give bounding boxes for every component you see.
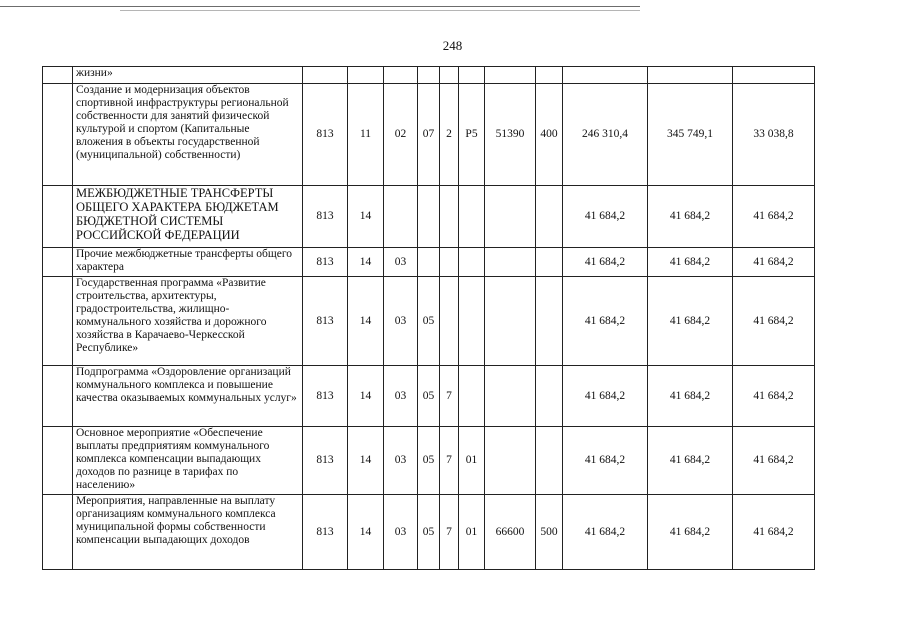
cell-event: 01 bbox=[459, 427, 485, 495]
cell-sum-3: 41 684,2 bbox=[733, 277, 815, 366]
cell-direction bbox=[485, 427, 536, 495]
table-row bbox=[43, 427, 815, 495]
cell-sum-1: 41 684,2 bbox=[563, 186, 648, 248]
cell-n bbox=[43, 67, 73, 84]
cell-subprogram: 7 bbox=[440, 427, 459, 495]
cell-ministry: 813 bbox=[303, 84, 348, 186]
cell-sum-1: 246 310,4 bbox=[563, 84, 648, 186]
cell-name: Государственная программа «Развитие строительства, архитектуры, градостроительства, жилищно-коммунального хозяйства и дорожного хозяйства в Карачаево-Черкесской Республике» bbox=[73, 277, 303, 366]
cell-sum-3: 41 684,2 bbox=[733, 366, 815, 427]
cell-section: 14 bbox=[348, 277, 384, 366]
cell-kvr bbox=[536, 277, 563, 366]
cell-sum-2: 41 684,2 bbox=[648, 186, 733, 248]
cell-subsection: 03 bbox=[384, 427, 418, 495]
cell-sum-2: 41 684,2 bbox=[648, 495, 733, 570]
cell-subprogram bbox=[440, 277, 459, 366]
cell-name: Прочие межбюджетные трансферты общего характера bbox=[73, 248, 303, 277]
cell-ministry: 813 bbox=[303, 277, 348, 366]
cell-sum-1 bbox=[563, 67, 648, 84]
cell-section bbox=[348, 67, 384, 84]
cell-subsection: 03 bbox=[384, 248, 418, 277]
cell-sum-1: 41 684,2 bbox=[563, 248, 648, 277]
cell-subsection: 03 bbox=[384, 495, 418, 570]
table-row bbox=[43, 84, 815, 186]
cell-event bbox=[459, 248, 485, 277]
cell-ministry: 813 bbox=[303, 495, 348, 570]
cell-direction: 66600 bbox=[485, 495, 536, 570]
cell-event bbox=[459, 366, 485, 427]
page-number: 248 bbox=[442, 38, 463, 53]
cell-sum-2: 41 684,2 bbox=[648, 248, 733, 277]
cell-direction bbox=[485, 186, 536, 248]
cell-sum-3: 41 684,2 bbox=[733, 427, 815, 495]
cell-kvr bbox=[536, 67, 563, 84]
cell-subprogram: 2 bbox=[440, 84, 459, 186]
cell-subsection bbox=[384, 186, 418, 248]
budget-table bbox=[42, 66, 815, 570]
scan-edge-line-faint bbox=[120, 10, 640, 11]
cell-program bbox=[418, 186, 440, 248]
cell-ministry: 813 bbox=[303, 427, 348, 495]
table-row bbox=[43, 366, 815, 427]
table-row bbox=[43, 186, 815, 248]
cell-kvr bbox=[536, 248, 563, 277]
cell-n bbox=[43, 495, 73, 570]
cell-subsection: 02 bbox=[384, 84, 418, 186]
cell-sum-2: 41 684,2 bbox=[648, 277, 733, 366]
cell-kvr: 500 bbox=[536, 495, 563, 570]
cell-n bbox=[43, 427, 73, 495]
cell-section: 14 bbox=[348, 186, 384, 248]
cell-subprogram: 7 bbox=[440, 366, 459, 427]
cell-ministry: 813 bbox=[303, 248, 348, 277]
cell-program: 05 bbox=[418, 366, 440, 427]
cell-name: Основное мероприятие «Обеспечение выплаты предприятиям коммунального комплекса компенсации выпадающих доходов по разнице в тарифах по населению» bbox=[73, 427, 303, 495]
cell-subsection: 03 bbox=[384, 277, 418, 366]
cell-ministry: 813 bbox=[303, 186, 348, 248]
cell-sum-3 bbox=[733, 67, 815, 84]
cell-n bbox=[43, 186, 73, 248]
cell-name: Создание и модернизация объектов спортивной инфраструктуры региональной собственности для занятий физической культурой и спортом (Капитальные вложения в объекты государственной (муниципальной) собственности) bbox=[73, 84, 303, 186]
budget-table-body bbox=[43, 67, 815, 570]
table-row bbox=[43, 495, 815, 570]
cell-program: 05 bbox=[418, 427, 440, 495]
cell-n bbox=[43, 84, 73, 186]
cell-sum-3: 41 684,2 bbox=[733, 248, 815, 277]
cell-name: МЕЖБЮДЖЕТНЫЕ ТРАНСФЕРТЫ ОБЩЕГО ХАРАКТЕРА БЮДЖЕТАМ БЮДЖЕТНОЙ СИСТЕМЫ РОССИЙСКОЙ ФЕДЕРАЦИИ bbox=[73, 186, 303, 248]
cell-sum-3: 41 684,2 bbox=[733, 186, 815, 248]
cell-name: Подпрограмма «Оздоровление организаций коммунального комплекса и повышение качества оказываемых коммунальных услуг» bbox=[73, 366, 303, 427]
cell-sum-1: 41 684,2 bbox=[563, 427, 648, 495]
cell-section: 14 bbox=[348, 495, 384, 570]
cell-name: жизни» bbox=[73, 67, 303, 84]
cell-name: Мероприятия, направленные на выплату организациям коммунального комплекса муниципальной формы собственности компенсации выпадающих доходов bbox=[73, 495, 303, 570]
cell-event: Р5 bbox=[459, 84, 485, 186]
cell-subsection: 03 bbox=[384, 366, 418, 427]
cell-program: 05 bbox=[418, 277, 440, 366]
cell-sum-1: 41 684,2 bbox=[563, 366, 648, 427]
cell-direction bbox=[485, 248, 536, 277]
cell-kvr bbox=[536, 186, 563, 248]
cell-sum-1: 41 684,2 bbox=[563, 495, 648, 570]
scan-edge-line bbox=[0, 6, 640, 7]
cell-event bbox=[459, 277, 485, 366]
cell-subprogram bbox=[440, 186, 459, 248]
cell-direction bbox=[485, 366, 536, 427]
cell-sum-2 bbox=[648, 67, 733, 84]
cell-section: 14 bbox=[348, 248, 384, 277]
cell-section: 14 bbox=[348, 366, 384, 427]
cell-kvr bbox=[536, 366, 563, 427]
cell-ministry bbox=[303, 67, 348, 84]
cell-sum-2: 345 749,1 bbox=[648, 84, 733, 186]
cell-sum-3: 41 684,2 bbox=[733, 495, 815, 570]
cell-section: 14 bbox=[348, 427, 384, 495]
cell-kvr bbox=[536, 427, 563, 495]
table-row bbox=[43, 277, 815, 366]
cell-subsection bbox=[384, 67, 418, 84]
cell-sum-3: 33 038,8 bbox=[733, 84, 815, 186]
cell-event: 01 bbox=[459, 495, 485, 570]
cell-event bbox=[459, 67, 485, 84]
cell-subprogram: 7 bbox=[440, 495, 459, 570]
cell-n bbox=[43, 277, 73, 366]
cell-n bbox=[43, 366, 73, 427]
cell-sum-2: 41 684,2 bbox=[648, 366, 733, 427]
cell-section: 11 bbox=[348, 84, 384, 186]
table-row bbox=[43, 248, 815, 277]
table-row bbox=[43, 67, 815, 84]
cell-ministry: 813 bbox=[303, 366, 348, 427]
cell-direction bbox=[485, 277, 536, 366]
cell-n bbox=[43, 248, 73, 277]
cell-subprogram bbox=[440, 248, 459, 277]
cell-direction bbox=[485, 67, 536, 84]
cell-program bbox=[418, 67, 440, 84]
cell-sum-1: 41 684,2 bbox=[563, 277, 648, 366]
cell-direction: 51390 bbox=[485, 84, 536, 186]
cell-program: 05 bbox=[418, 495, 440, 570]
cell-kvr: 400 bbox=[536, 84, 563, 186]
cell-program bbox=[418, 248, 440, 277]
cell-subprogram bbox=[440, 67, 459, 84]
cell-sum-2: 41 684,2 bbox=[648, 427, 733, 495]
cell-program: 07 bbox=[418, 84, 440, 186]
cell-event bbox=[459, 186, 485, 248]
